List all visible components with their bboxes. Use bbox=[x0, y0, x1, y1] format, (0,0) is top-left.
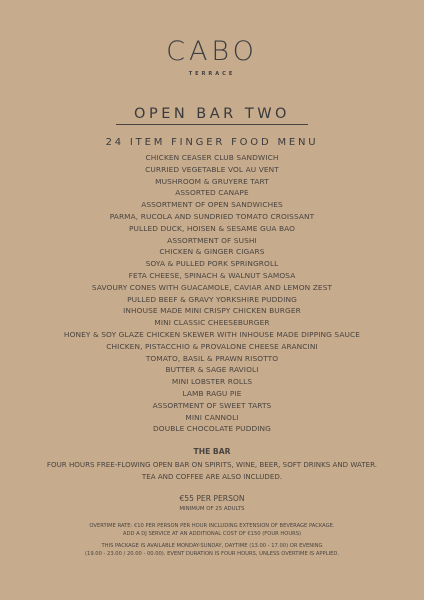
menu-subtitle: 24 ITEM FINGER FOOD MENU bbox=[105, 137, 319, 148]
menu-item: MINI CANNOLI bbox=[185, 412, 239, 422]
menu-item: BUTTER & SAGE RAVIOLI bbox=[165, 365, 259, 375]
bar-heading: THE BAR bbox=[193, 447, 231, 456]
menu-item: HONEY & SOY GLAZE CHICKEN SKEWER WITH INHOUSE MADE DIPPING SAUCE bbox=[63, 329, 361, 339]
title-divider bbox=[116, 124, 308, 125]
bar-description: FOUR HOURS FREE-FLOWING OPEN BAR ON SPIRITS, WINE, BEER, SOFT DRINKS AND WATER. bbox=[46, 460, 378, 469]
menu-item: ASSORTMENT OF OPEN SANDWICHES bbox=[141, 200, 283, 210]
menu-item: CURRIED VEGETABLE VOL AU VENT bbox=[145, 164, 279, 174]
menu-item: CHICKEN, PISTACCHIO & PROVALONE CHEESE ARANCINI bbox=[106, 341, 318, 351]
menu-item: MINI CLASSIC CHEESEBURGER bbox=[154, 318, 270, 328]
menu-item: PARMA, RUCOLA AND SUNDRIED TOMATO CROISSANT bbox=[109, 211, 315, 221]
menu-item: SOYA & PULLED PORK SPRINGROLL bbox=[145, 259, 279, 269]
menu-item: LAMB RAGU PIE bbox=[182, 388, 242, 398]
menu-item: CHICKEN CEASER CLUB SANDWICH bbox=[145, 153, 279, 162]
menu-item: ASSORTMENT OF SWEET TARTS bbox=[152, 400, 272, 410]
menu-item: PULLED DUCK, HOISEN & SESAME GUA BAO bbox=[128, 223, 296, 233]
overtime-note: OVERTIME RATE: €10 PER PERSON PER HOUR INCLUDING EXTENSION OF BEVERAGE PACKAGE. bbox=[89, 523, 335, 529]
duration-note: (19.00 - 23.00 / 20.00 - 00.00). EVENT DURATION IS FOUR HOURS, UNLESS OVERTIME IS APPLIED. bbox=[85, 551, 339, 557]
menu-item: ASSORTMENT OF SUSHI bbox=[167, 235, 257, 245]
brand-subtitle: TERRACE bbox=[188, 71, 236, 77]
availability-note: THIS PACKAGE IS AVAILABLE MONDAY-SUNDAY, DAYTIME (13.00 - 17.00) OR EVENING bbox=[101, 543, 323, 549]
menu-item: CHICKEN & GINGER CIGARS bbox=[159, 247, 265, 257]
menu-item: TOMATO, BASIL & PRAWN RISOTTO bbox=[145, 353, 279, 363]
menu-item: SAVOURY CONES WITH GUACAMOLE, CAVIAR AND LEMON ZEST bbox=[91, 282, 333, 292]
menu-item: MUSHROOM & GRUYERE TART bbox=[155, 176, 269, 186]
bar-description-extra: TEA AND COFFEE ARE ALSO INCLUDED. bbox=[141, 472, 283, 481]
menu-item: DOUBLE CHOCOLATE PUDDING bbox=[152, 424, 272, 434]
package-title: OPEN BAR TWO bbox=[134, 106, 290, 122]
dj-note: ADD A DJ SERVICE AT AN ADDITIONAL COST OF €150 (FOUR HOURS) bbox=[122, 531, 302, 537]
menu-item: PULLED BEEF & GRAVY YORKSHIRE PUDDING bbox=[127, 294, 297, 304]
menu-item: MINI LOBSTER ROLLS bbox=[171, 377, 253, 387]
minimum-guests: MINIMUM OF 25 ADULTS bbox=[179, 506, 245, 512]
menu-item: FETA CHEESE, SPINACH & WALNUT SAMOSA bbox=[128, 270, 296, 280]
price: €55 PER PERSON bbox=[179, 494, 245, 503]
menu-list bbox=[0, 152, 424, 435]
menu-item: INHOUSE MADE MINI CRISPY CHICKEN BURGER bbox=[123, 306, 301, 316]
brand-logo: CABO bbox=[166, 36, 258, 67]
menu-item: ASSORTED CANAPE bbox=[175, 188, 249, 198]
